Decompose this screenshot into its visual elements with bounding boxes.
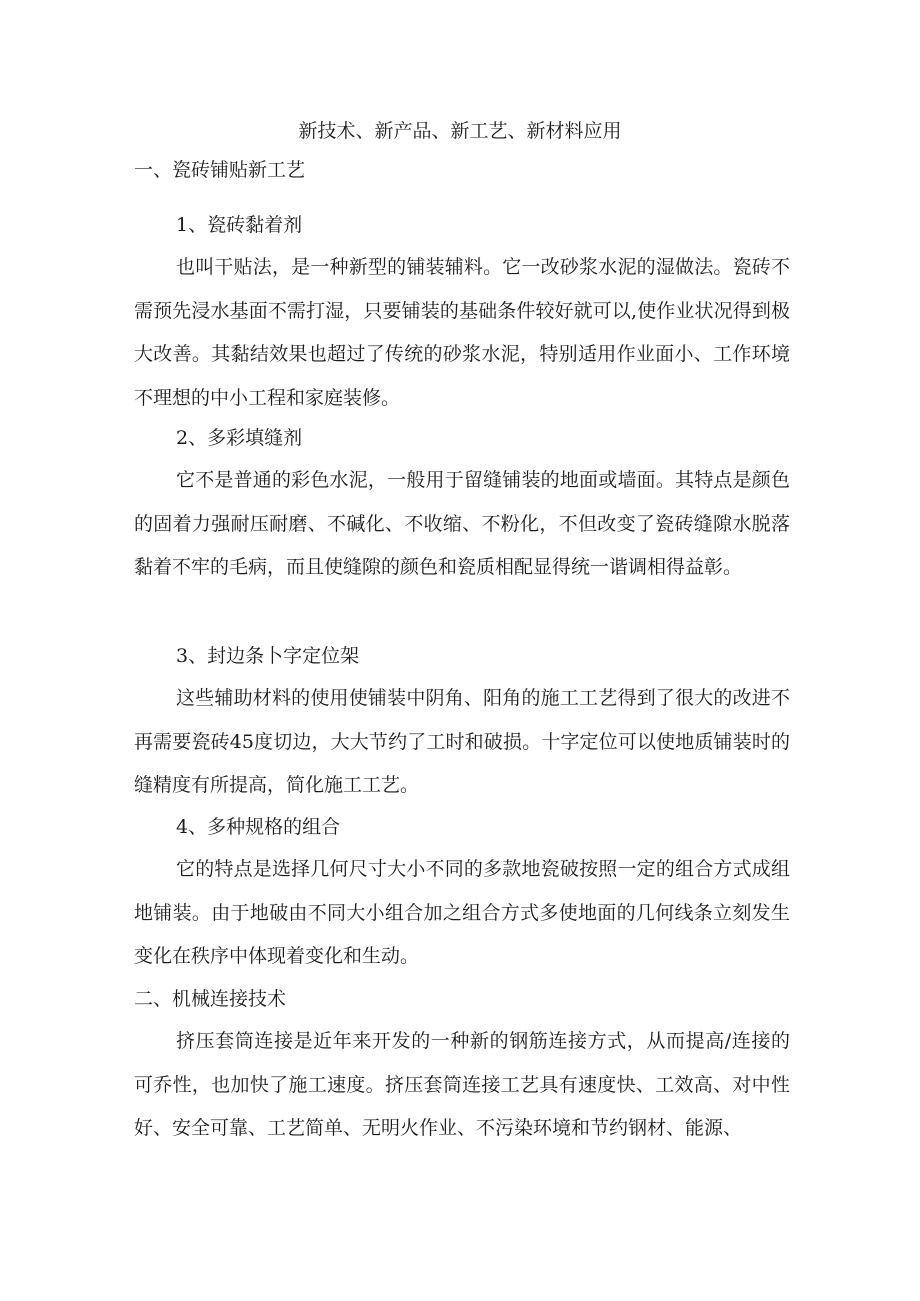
paragraph-tile-adhesive: 也叫干贴法，是一种新型的铺装辅料。它一改砂浆水泥的湿做法。瓷砖不需预先浸水基面不需打湿，只要铺装的基础条件较好就可以,使作业状况得到极大改善。其黏结效果也超过了传统的砂浆水泥，特别适用作业面小、工作环境不理想的中小工程和家庭装修。 [134, 256, 790, 409]
document-title: 新技术、新产品、新工艺、新材料应用 [298, 120, 622, 142]
sub-heading-grout: 2、多彩填缝剂 [176, 427, 303, 449]
paragraph-mechanical-connection: 挤压套筒连接是近年来开发的一种新的钢筋连接方式，从而提高/连接的可乔性，也加快了施工速度。挤压套筒连接工艺具有速度快、工效高、对中性好、安全可靠、工艺简单、无明火作业、不污染环境和节约钢材、能源、 [134, 1030, 790, 1139]
sub-heading-edge-strip: 3、封边条卜字定位架 [176, 645, 360, 667]
section-heading-mechanical-connection: 二、机械连接技术 [134, 988, 287, 1010]
paragraph-size-combination: 它的特点是选择几何尺寸大小不同的多款地瓷破按照一定的组合方式成组地铺装。由于地破由不同大小组合加之组合方式多使地面的几何线条立刻发生变化在秩序中体现着变化和生动。 [134, 858, 790, 967]
paragraph-grout: 它不是普通的彩色水泥，一般用于留缝铺装的地面或墙面。其特点是颜色的固着力强耐压耐磨、不碱化、不收缩、不粉化，不但改变了瓷砖缝隙水脱落黏着不牢的毛病，而且使缝隙的颜色和瓷质相配显得统一谐调相得益彰。 [134, 469, 790, 578]
sub-heading-tile-adhesive: 1、瓷砖黏着剂 [176, 214, 303, 236]
sub-heading-size-combination: 4、多种规格的组合 [176, 816, 341, 838]
section-heading-tile-laying: 一、瓷砖铺贴新工艺 [134, 159, 306, 181]
paragraph-edge-strip: 这些辅助材料的使用使铺装中阴角、阳角的施工工艺得到了很大的改进不再需要瓷砖45度切边，大大节约了工时和破损。十字定位可以使地质铺装时的缝精度有所提高，简化施工工艺。 [134, 687, 790, 796]
